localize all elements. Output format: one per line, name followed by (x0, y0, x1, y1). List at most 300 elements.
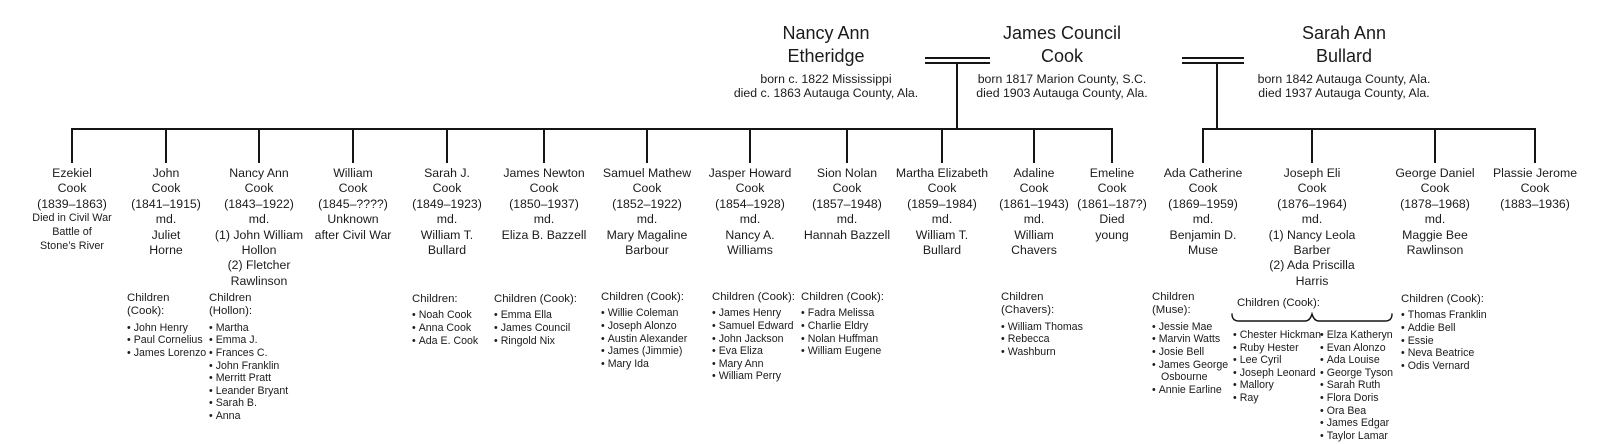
child-text-line: Plassie Jerome (1492, 166, 1578, 180)
list-item (1320, 342, 1408, 355)
list-item (801, 345, 893, 358)
list-item-label: Ruby Hester (1239, 341, 1299, 354)
children-list-header: (Cook): (127, 305, 165, 318)
child-text-line: (1843–1922) (224, 196, 294, 211)
grandchildren-list (801, 307, 893, 357)
list-item (209, 385, 305, 398)
list-item-label: Marvin Watts (1158, 333, 1221, 346)
list-item (494, 322, 586, 335)
list-item-label: James (Jimmie) (607, 345, 683, 358)
children-list (127, 292, 217, 360)
child-text-line: Joseph Eli (1283, 166, 1341, 180)
child-text-line: George Daniel (1395, 166, 1475, 180)
list-item (801, 333, 893, 346)
children-list (1152, 291, 1232, 396)
bullet-icon: • (1401, 347, 1405, 360)
child-text-line: Ezekiel (52, 166, 92, 180)
child-text-line: Harris (1295, 273, 1329, 288)
list-item-label: Jessie Mae (1158, 320, 1213, 333)
list-item-label: Charlie Eldry (807, 320, 869, 332)
bullet-icon: • (712, 307, 716, 320)
ancestor-detail: born 1842 Autauga County, Ala. (1257, 72, 1431, 86)
bullet-icon: • (1233, 379, 1237, 392)
list-item-label: Mallory (1239, 379, 1274, 392)
list-item (601, 358, 699, 371)
bullet-icon: • (601, 320, 605, 332)
child-text-line: Eliza B. Bazzell (501, 227, 587, 242)
bullet-icon: • (1233, 329, 1237, 341)
list-item-label: Josie Bell (1158, 346, 1205, 358)
bullet-icon: • (209, 321, 213, 334)
child-text-line: md. (155, 212, 177, 227)
child-text-line: Cook (151, 181, 181, 196)
child-text-line: md. (1192, 212, 1214, 227)
bullet-icon: • (1001, 333, 1005, 346)
list-item-label: Washburn (1007, 346, 1056, 358)
child-text-line: young (1095, 227, 1129, 242)
child-text-line: Hannah Bazzell (803, 227, 891, 242)
bullet-icon: • (1320, 341, 1324, 354)
child-text-line: Cook (1019, 181, 1049, 196)
ancestor-name: Nancy Ann (782, 23, 870, 43)
child-text-line: Bullard (922, 243, 962, 258)
bullet-icon: • (127, 347, 131, 359)
list-item (209, 360, 305, 373)
children-list-header: Children (127, 292, 170, 304)
child-text-line: Cook (338, 181, 368, 196)
child-text-line: Cook (632, 181, 662, 196)
list-item-label: John Jackson (718, 332, 784, 345)
child-text-line: Cook (735, 181, 765, 196)
child-stub-line (941, 128, 943, 163)
child-stub-line (543, 128, 545, 163)
grandchildren-list (209, 322, 305, 423)
list-item (209, 410, 305, 423)
ancestor-detail: born c. 1822 Mississippi (760, 72, 892, 86)
child-stub-line (71, 128, 73, 163)
list-item-label: Annie Earline (1158, 383, 1222, 396)
child-text-line: Cook (529, 181, 559, 196)
bullet-icon: • (801, 307, 805, 320)
ancestor-node-nancy-ann-etheridge (696, 22, 956, 100)
child-text-line: after Civil War (314, 227, 392, 242)
grandchildren-list (1401, 309, 1496, 372)
child-text-line: Hollon (241, 243, 277, 258)
children-list-column (1233, 326, 1329, 405)
list-item-label: Ora Bea (1326, 404, 1367, 417)
children-list-header: Children (Cook): (801, 291, 884, 303)
ancestor-detail: died c. 1863 Autauga County, Ala. (733, 86, 919, 101)
bullet-icon: • (1152, 346, 1156, 358)
bullet-icon: • (1233, 341, 1237, 354)
child-text-line: (1) John William (214, 227, 304, 242)
list-item-label: Addie Bell (1407, 322, 1456, 334)
list-item (1401, 322, 1496, 335)
list-item (801, 320, 893, 333)
child-text-line: Cook (832, 181, 862, 196)
bullet-icon: • (1320, 329, 1324, 341)
child-text-line: Unknown (327, 212, 379, 227)
child-text-line: Died (1099, 212, 1125, 227)
child-stub-line (1534, 128, 1536, 163)
list-item-label: Joseph Leonard (1239, 366, 1316, 379)
grandchildren-list (1320, 329, 1408, 442)
child-text-line: Williams (727, 243, 773, 258)
list-item (127, 334, 217, 347)
bullet-icon: • (209, 409, 213, 422)
child-text-line: Chavers (1011, 243, 1057, 258)
list-item (1320, 430, 1408, 443)
bullet-icon: • (601, 345, 605, 358)
child-note-line: Stone’s River (39, 239, 104, 252)
bullet-icon: • (1233, 366, 1237, 379)
child-text-line: md. (248, 212, 270, 227)
child-text-line: Nancy A. (725, 227, 775, 242)
grandchildren-list (1152, 321, 1232, 397)
list-item (1152, 384, 1232, 397)
bullet-icon: • (1233, 354, 1237, 367)
bullet-icon: • (1152, 320, 1156, 333)
list-item (1401, 360, 1496, 373)
list-item (412, 335, 497, 348)
bullet-icon: • (209, 347, 213, 359)
child-text-line: Rawlinson (1406, 243, 1464, 258)
child-text-line: md. (1023, 212, 1045, 227)
list-item (1233, 329, 1329, 342)
list-item (209, 347, 305, 360)
list-item-label: James Lorenzo (133, 347, 207, 359)
grandchildren-list (1001, 321, 1096, 359)
bullet-icon: • (712, 332, 716, 345)
list-item-label: Frances C. (215, 347, 268, 359)
child-text-line: Barber (1293, 243, 1331, 258)
bullet-icon: • (209, 359, 213, 372)
list-item (412, 322, 497, 335)
grandchildren-list (1233, 329, 1329, 405)
child-text-line: Adaline (1013, 166, 1055, 180)
bullet-icon: • (1401, 309, 1405, 322)
list-item-label: William Thomas (1007, 320, 1083, 333)
child-text-line: md. (931, 212, 953, 227)
list-item (1233, 392, 1329, 405)
children-list (494, 293, 586, 347)
list-item-label: Eva Eliza (718, 345, 763, 358)
child-text-line: (1850–1937) (509, 196, 579, 211)
list-item-label: William Perry (718, 370, 782, 383)
child-stub-line (1033, 128, 1035, 163)
ancestor-detail: died 1903 Autauga County, Ala. (976, 86, 1148, 101)
child-node-joseph-eli-cook (1247, 166, 1377, 289)
child-text-line: John (152, 166, 180, 180)
list-item-label: Essie (1407, 334, 1434, 347)
list-item (1152, 359, 1232, 384)
list-item-label: John Henry (133, 321, 188, 334)
list-item (1233, 342, 1329, 355)
child-text-line: md. (836, 212, 858, 227)
list-item-label: Chester Hickman (1239, 329, 1321, 341)
child-stub-line (352, 128, 354, 163)
list-item (1320, 392, 1408, 405)
child-text-line: (1861–1943) (999, 196, 1069, 211)
ancestor-name: Sarah Ann (1301, 23, 1387, 43)
child-stub-line (446, 128, 448, 163)
bullet-icon: • (601, 357, 605, 370)
child-text-line: Cook (927, 181, 957, 196)
child-text-line: (1861–187?) (1077, 196, 1147, 211)
child-text-line: (2) Fletcher (227, 258, 291, 273)
child-text-line: William T. (915, 227, 969, 242)
list-item (1152, 346, 1232, 359)
child-text-line: (1839–1863) (37, 196, 107, 211)
list-item (712, 333, 804, 346)
list-item (1001, 333, 1096, 346)
child-note-line: Battle of (52, 226, 92, 239)
children-list (209, 292, 305, 423)
list-item-label: Ada E. Cook (418, 334, 479, 347)
children-list-header: Children (Cook): (601, 291, 684, 303)
child-text-line: (1857–1948) (812, 196, 882, 211)
list-item (494, 335, 586, 348)
child-text-line: Cook (1520, 181, 1550, 196)
child-text-line: William (333, 166, 373, 180)
list-item-label: Leander Bryant (215, 384, 289, 397)
bullet-icon: • (712, 357, 716, 370)
list-item (601, 320, 699, 333)
list-item-label: Samuel Edward (718, 320, 794, 332)
child-stub-line (1111, 128, 1113, 163)
child-text-line: Horne (149, 243, 183, 258)
bullet-icon: • (412, 334, 416, 347)
list-item (1320, 417, 1408, 430)
bullet-icon: • (1401, 322, 1405, 334)
bullet-icon: • (1320, 404, 1324, 417)
list-item (601, 345, 699, 358)
list-item-label: Willie Coleman (607, 307, 679, 320)
child-text-line: Nancy Ann (229, 166, 289, 180)
list-item (1320, 379, 1408, 392)
list-item (1001, 321, 1096, 334)
child-text-line: (2) Ada Priscilla (1269, 258, 1355, 273)
list-item (601, 307, 699, 320)
child-text-line: Samuel Mathew (602, 166, 692, 180)
list-item (1401, 347, 1496, 360)
bullet-icon: • (494, 334, 498, 347)
child-text-line: Maggie Bee (1402, 227, 1468, 242)
child-text-line: Cook (57, 181, 87, 196)
bullet-icon: • (601, 307, 605, 320)
child-note-line: Died in Civil War (32, 212, 112, 225)
ancestor-node-sarah-ann-bullard (1214, 22, 1474, 100)
list-item (209, 397, 305, 410)
child-stub-line (1311, 128, 1313, 163)
child-text-line: Bullard (427, 243, 467, 258)
ancestor-node-james-council-cook (932, 22, 1192, 100)
child-text-line: Juliet (151, 227, 181, 242)
child-stub-line (258, 128, 260, 163)
list-item-label: Sarah Ruth (1326, 379, 1381, 392)
child-text-line: Muse (1187, 243, 1219, 258)
bullet-icon: • (209, 334, 213, 347)
list-item-label: Neva Beatrice (1407, 347, 1475, 360)
list-item (127, 322, 217, 335)
list-item-label: Mary Ida (607, 357, 649, 370)
list-item-label: Sarah B. (215, 397, 257, 410)
bullet-icon: • (1401, 359, 1405, 372)
list-item-label: Nolan Huffman (807, 332, 879, 345)
list-item-label: Anna Cook (418, 322, 472, 334)
list-item (1233, 379, 1329, 392)
children-list-header: Children (Cook): (712, 291, 795, 303)
child-text-line: md. (636, 212, 658, 227)
child-text-line: Sion Nolan (816, 166, 878, 180)
child-text-line: Sarah J. (424, 166, 470, 180)
ancestor-details (932, 72, 1192, 100)
list-item-label: Fadra Melissa (807, 307, 875, 320)
child-text-line: Emeline (1089, 166, 1135, 180)
bullet-icon: • (1152, 383, 1156, 396)
list-item-label: Ringold Nix (500, 334, 555, 347)
ancestor-details (696, 72, 956, 100)
child-text-line: md. (533, 212, 555, 227)
grandchildren-list (494, 309, 586, 347)
child-text-line: md. (1424, 212, 1446, 227)
children-list-header: (Muse): (1152, 304, 1191, 317)
children-list-header: Children: (412, 293, 458, 305)
list-item (601, 333, 699, 346)
child-stub-line (846, 128, 848, 163)
bullet-icon: • (1320, 366, 1324, 379)
list-item-label: James George Osbourne (1158, 358, 1229, 384)
bullet-icon: • (209, 384, 213, 397)
list-item (1001, 346, 1096, 359)
list-item (1320, 329, 1408, 342)
child-text-line: Cook (244, 181, 274, 196)
children-list (712, 291, 804, 383)
ancestor-name: Etheridge (787, 46, 865, 66)
child-text-line: (1849–1923) (412, 196, 482, 211)
grandchildren-list (601, 307, 699, 370)
ancestor-name: Cook (1040, 46, 1084, 66)
list-item (209, 372, 305, 385)
list-item-label: Evan Alonzo (1326, 341, 1386, 354)
child-text-line: James Newton (503, 166, 585, 180)
child-text-line: (1869–1959) (1168, 196, 1238, 211)
child-text-line: (1883–1936) (1500, 196, 1570, 211)
list-item-label: Ray (1239, 391, 1259, 404)
child-stub-line (646, 128, 648, 163)
ancestor-detail: born 1817 Marion County, S.C. (977, 72, 1147, 86)
list-item-label: James Henry (718, 307, 782, 320)
children-list-header: Children (Cook): (1401, 293, 1484, 305)
bullet-icon: • (1233, 391, 1237, 404)
grandchildren-list (127, 322, 217, 360)
children-list (1401, 293, 1496, 372)
bullet-icon: • (1152, 358, 1156, 371)
list-item (127, 347, 217, 360)
bullet-icon: • (1152, 333, 1156, 346)
list-item (1152, 321, 1232, 334)
list-item-label: Odis Vernard (1407, 359, 1470, 372)
list-item (1401, 335, 1496, 348)
bullet-icon: • (712, 320, 716, 332)
list-item (712, 320, 804, 333)
child-text-line: (1854–1928) (715, 196, 785, 211)
ancestor-detail: died 1937 Autauga County, Ala. (1258, 86, 1430, 101)
bullet-icon: • (1320, 354, 1324, 367)
list-item (412, 309, 497, 322)
list-item-label: Joseph Alonzo (607, 320, 677, 332)
child-text-line: Benjamin D. (1169, 227, 1237, 242)
brace-icon (1231, 312, 1393, 324)
ancestor-name: James Council (1002, 23, 1122, 43)
list-item (712, 370, 804, 383)
children-list-header: Children (Cook): (1237, 297, 1320, 309)
list-item-label: Noah Cook (418, 309, 472, 322)
list-item (1320, 367, 1408, 380)
list-item-label: James Edgar (1326, 417, 1390, 430)
list-item-label: Thomas Franklin (1407, 309, 1487, 322)
child-text-line: William T. (420, 227, 474, 242)
list-item-label: William Eugene (807, 345, 882, 358)
list-item-label: Merritt Pratt (215, 372, 272, 385)
list-item (1152, 333, 1232, 346)
child-text-line: (1876–1964) (1277, 196, 1347, 211)
child-text-line: Cook (1188, 181, 1218, 196)
list-item (209, 322, 305, 335)
list-item-label: Anna (215, 409, 241, 422)
child-text-line: (1878–1968) (1400, 196, 1470, 211)
children-list-header: Children (Cook): (494, 293, 577, 305)
bullet-icon: • (412, 309, 416, 322)
bullet-icon: • (712, 345, 716, 358)
list-item-label: Emma J. (215, 334, 258, 347)
list-item-label: Emma Ella (500, 309, 552, 322)
bullet-icon: • (1001, 346, 1005, 358)
child-text-line: Cook (1097, 181, 1127, 196)
bullet-icon: • (601, 332, 605, 345)
bullet-icon: • (1320, 379, 1324, 392)
children-list-header: (Hollon): (209, 305, 253, 318)
child-text-line: Jasper Howard (708, 166, 792, 180)
bullet-icon: • (1320, 391, 1324, 404)
list-item (712, 307, 804, 320)
bullet-icon: • (127, 334, 131, 347)
children-list-header: (Chavers): (1001, 304, 1055, 317)
list-item-label: Martha (215, 321, 249, 334)
ancestor-name: Bullard (1315, 46, 1373, 66)
child-text-line: (1841–1915) (131, 196, 201, 211)
list-item (1320, 405, 1408, 418)
list-item-label: James Council (500, 322, 571, 334)
list-item (1401, 309, 1496, 322)
child-text-line: md. (739, 212, 761, 227)
child-stub-line (749, 128, 751, 163)
child-text-line: Ada Catherine (1163, 166, 1243, 180)
bullet-icon: • (1401, 334, 1405, 347)
list-item-label: Taylor Lamar (1326, 429, 1388, 442)
bullet-icon: • (494, 309, 498, 322)
bullet-icon: • (712, 370, 716, 383)
list-item (801, 307, 893, 320)
ancestor-details (1214, 72, 1474, 100)
list-item (1233, 354, 1329, 367)
sibling-rail-line (1202, 128, 1536, 130)
list-item-label: George Tyson (1326, 366, 1394, 379)
child-text-line: Cook (432, 181, 462, 196)
bullet-icon: • (1320, 429, 1324, 442)
children-list (601, 291, 699, 370)
bullet-icon: • (412, 322, 416, 334)
